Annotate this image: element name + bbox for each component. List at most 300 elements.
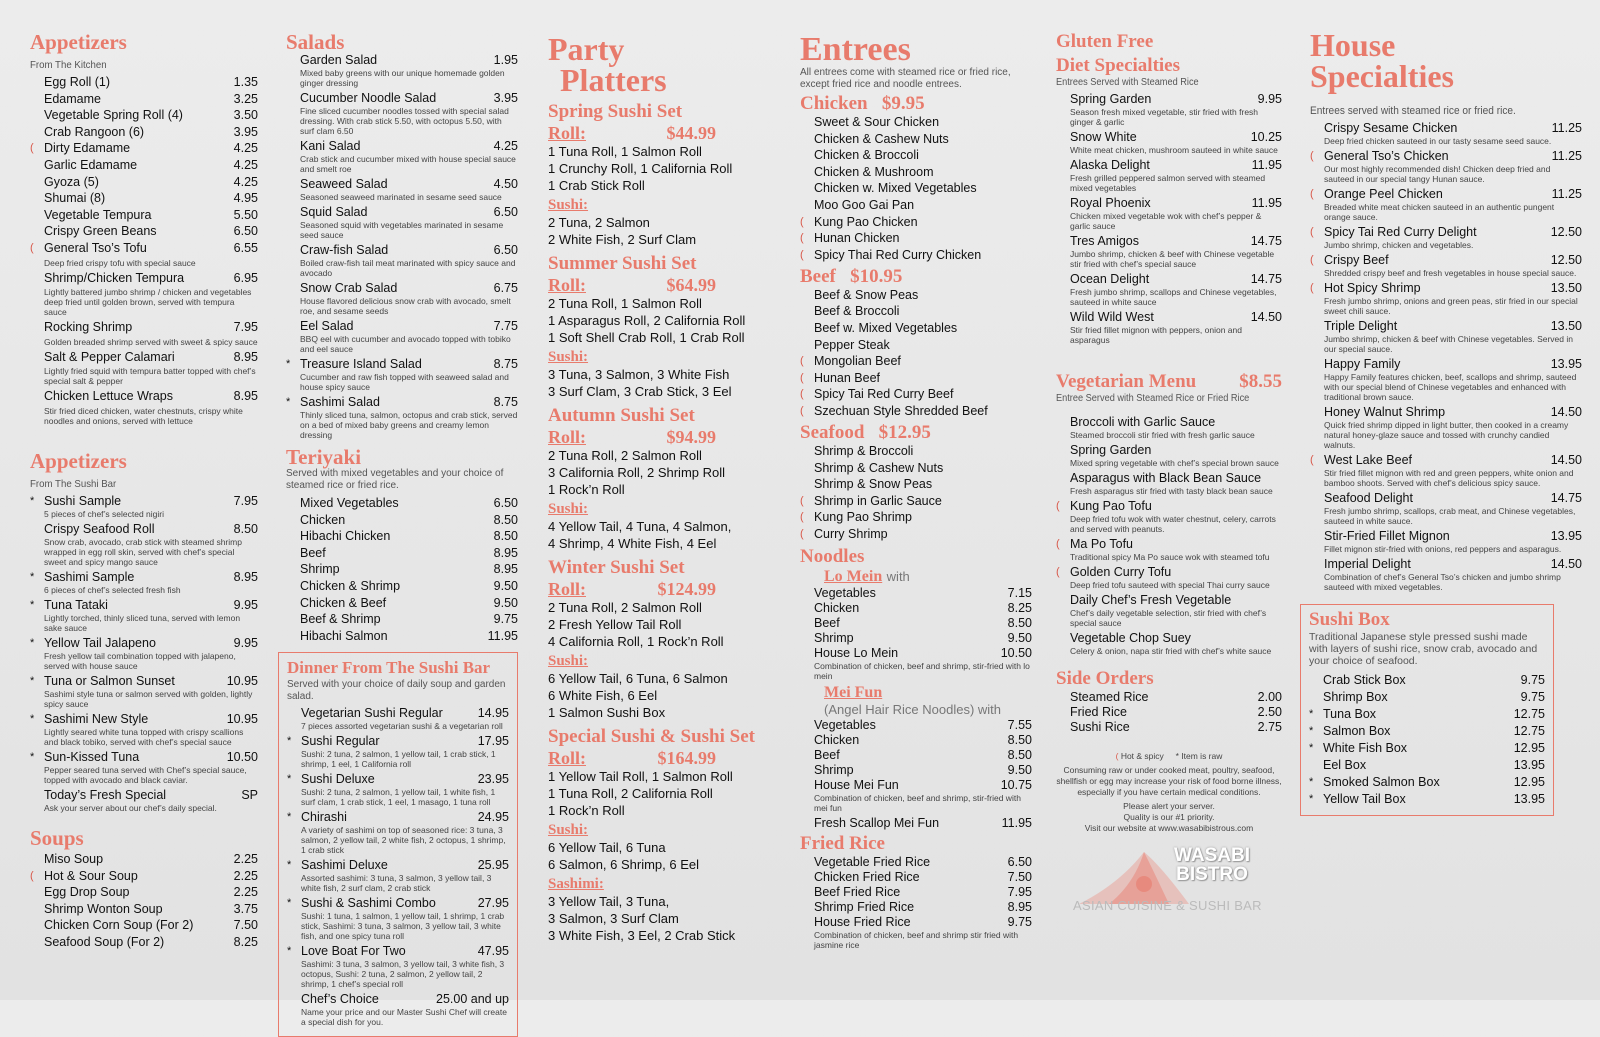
item-name: Tuna Tataki <box>44 597 108 612</box>
party-platters-title-line1: Party <box>548 31 625 67</box>
item-price: 9.50 <box>493 595 518 610</box>
hot-spicy-icon: ( <box>1310 226 1314 238</box>
item-name: Cucumber Noodle Salad <box>300 91 437 105</box>
item-name: Shrimp/Chicken Tempura <box>44 270 185 285</box>
platter-sushi-item: 6 Yellow Tail, 6 Tuna <box>548 840 666 855</box>
item-name: Ma Po Tofu <box>1070 537 1134 551</box>
alert-text: Please alert your server. <box>1123 801 1215 811</box>
item-price: 11.95 <box>1251 158 1282 172</box>
hot-spicy-icon: ( <box>800 371 804 384</box>
hot-spicy-icon: ( <box>1056 500 1060 512</box>
item-name: Crab Rangoon (6) <box>44 124 145 139</box>
hot-spicy-icon: ( <box>800 494 804 507</box>
menu-item <box>1310 121 1582 136</box>
item-description: 5 pieces of chef’s selected nigiri <box>44 508 165 519</box>
item-price: 10.50 <box>1000 645 1032 660</box>
menu-item <box>1309 758 1545 773</box>
item-name: Shrimp <box>814 762 854 777</box>
item-price: 14.75 <box>1250 234 1282 248</box>
hot-spicy-icon: ( <box>1310 454 1314 466</box>
menu-item <box>287 706 509 721</box>
item-description: Fresh jumbo shrimp, scallops, crab meat, and Chinese vegetables, sauteed in white sauce. <box>1324 506 1576 526</box>
menu-item <box>286 629 518 644</box>
item-name: Hibachi Salmon <box>300 628 388 643</box>
section-title-dinner: Dinner From The Sushi Bar <box>287 657 491 677</box>
item-name: Spicy Tai Red Curry Beef <box>814 387 954 402</box>
item-price: 8.95 <box>233 389 258 404</box>
item-name: Love Boat For Two <box>301 943 406 958</box>
menu-item <box>800 885 1032 900</box>
item-name: Beef & Broccoli <box>814 304 900 319</box>
item-name: Beef <box>300 545 326 560</box>
item-name: Hot Spicy Shrimp <box>1324 281 1421 295</box>
item-name: Beef w. Mixed Vegetables <box>814 320 958 335</box>
section-title-teriyaki: Teriyaki <box>286 445 362 469</box>
menu-item <box>800 198 1032 213</box>
entrees-subtitle: All entrees come with steamed rice or fried rice, except fried rice and noodle entrees. <box>800 67 1011 90</box>
item-description: Mixed baby greens with our unique homemade golden ginger dressing <box>300 68 505 88</box>
platter-roll-item: 2 Tuna Roll, 2 Salmon Roll <box>548 448 702 463</box>
item-description: Snow crab, avocado, crab stick with steamed shrimp wrapped in egg roll skin, served with chef’s special sweet and spicy mango sauce <box>44 536 242 567</box>
item-name: Chicken <box>814 600 860 615</box>
section-title-appetizers-sushi: Appetizers <box>30 448 127 473</box>
item-price: 13.95 <box>1513 792 1545 806</box>
sushi-label: Sushi: <box>548 349 589 365</box>
item-description: Sushi: 2 tuna, 2 salmon, 1 yellow tail, 1 white fish, 1 surf clam, 1 crab stick, 1 eel, 1 masago, 1 tuna roll <box>301 786 496 807</box>
item-name: Sweet & Sour Chicken <box>814 115 940 129</box>
item-price: 8.50 <box>493 529 518 544</box>
column-entrees <box>800 0 1032 1000</box>
item-name: Mongolian Beef <box>814 354 901 369</box>
menu-item <box>30 224 258 239</box>
menu-item <box>1310 225 1582 240</box>
hot-spicy-icon: ( <box>800 511 804 524</box>
item-name: Salt & Pepper Calamari <box>44 349 175 364</box>
menu-item <box>1310 357 1582 372</box>
item-price: 14.95 <box>477 705 509 720</box>
item-description: Seasoned seaweed marinated in sesame seed sauce <box>300 192 502 202</box>
item-price: 14.75 <box>1250 272 1282 286</box>
menu-item <box>800 631 1032 646</box>
item-description: Thinly sliced tuna, salmon, octopus and crab stick, served on a bed of mixed baby greens and creamy lemon dressing <box>300 410 518 440</box>
item-price: 4.25 <box>493 139 518 153</box>
menu-item <box>800 181 1032 196</box>
item-price: 7.50 <box>1007 869 1032 884</box>
item-name: Shrimp Fried Rice <box>814 899 915 914</box>
item-name: Chef’s Choice <box>301 991 379 1006</box>
side-orders-title: Side Orders <box>1056 668 1154 689</box>
item-description: Lightly battered jumbo shrimp / chicken and vegetables deep fried until golden brown, served with tempura sauce <box>44 287 252 318</box>
sushi-label: Sushi: <box>548 822 589 838</box>
item-price: 14.50 <box>1550 405 1582 419</box>
menu-item <box>1310 253 1582 268</box>
item-name: Today’s Fresh Special <box>44 787 167 802</box>
platter-sushi-item: 4 Yellow Tail, 4 Tuna, 4 Salmon, <box>548 519 732 534</box>
item-description: Combination of chicken, beef and shrimp stir fried with jasmine rice <box>814 929 1019 950</box>
item-price: 3.75 <box>233 901 258 916</box>
menu-item <box>30 191 258 206</box>
menu-item <box>1056 631 1282 646</box>
item-name: Chicken Corn Soup (For 2) <box>44 918 194 933</box>
item-price: 11.25 <box>1551 121 1582 135</box>
item-price: 17.95 <box>477 733 509 748</box>
item-price: 8.50 <box>493 512 518 527</box>
item-price: 8.25 <box>233 934 258 949</box>
platter-set-title: Special Sushi & Sushi Set <box>548 726 755 747</box>
section-title-noodles: Noodles <box>800 545 865 567</box>
menu-item <box>30 158 258 173</box>
item-name: Beef Fried Rice <box>814 884 901 899</box>
item-name: Smoked Salmon Box <box>1323 775 1440 789</box>
item-description: Shredded crispy beef and fresh vegetables in house special sauce. <box>1324 268 1577 278</box>
menu-item <box>800 165 1032 180</box>
section-title-seafood: Seafood $12.95 <box>800 421 931 443</box>
item-name: Moo Goo Gai Pan <box>814 197 915 212</box>
menu-item <box>30 389 258 404</box>
item-name: Rocking Shrimp <box>44 320 133 335</box>
menu-item <box>30 141 258 156</box>
sushi-box-title: Sushi Box <box>1309 609 1390 630</box>
sushi-label: Sushi: <box>548 653 589 669</box>
item-name: Beef <box>814 747 840 762</box>
platter-sushi-item: 4 Shrimp, 4 White Fish, 4 Eel <box>548 536 717 551</box>
menu-item <box>30 208 258 223</box>
hot-spicy-icon: ( <box>800 215 804 228</box>
item-description: Fresh jumbo shrimp, scallops and Chinese vegetables, sauteed in white sauce <box>1070 287 1277 307</box>
item-description: Sushi: 2 tuna, 2 salmon, 1 yellow tail, 1 crab stick, 1 shrimp, 1 eel, 1 California roll <box>301 748 496 769</box>
menu-item <box>286 612 518 627</box>
item-description: Jumbo shrimp, chicken & beef with Chinese vegetable stir fried with chef’s special sauce <box>1070 249 1275 269</box>
item-description: Deep fried chicken sauteed in our tasty sesame seed sauce. <box>1324 136 1552 146</box>
item-description: Combination of chef’s General Tso’s chicken and jumbo shrimp sauteed with mixed vegetables. <box>1324 572 1561 592</box>
menu-item <box>800 778 1032 793</box>
platter-roll-item: 1 Crab Stick Roll <box>548 178 645 193</box>
item-name: Fresh Scallop Mei Fun <box>814 815 940 830</box>
item-description: Jumbo shrimp, chicken & beef with Chinese vegetables. Served in our special sauce. <box>1324 334 1573 354</box>
item-price: 13.95 <box>1550 529 1582 543</box>
item-name: Chicken Lettuce Wraps <box>44 389 173 404</box>
menu-item <box>1309 707 1545 722</box>
item-price: 2.75 <box>1257 720 1282 734</box>
roll-label: Roll: <box>548 579 586 599</box>
item-description: Boiled craw-fish tail meat marinated with spicy sauce and avocado <box>300 258 516 278</box>
menu-item <box>286 579 518 594</box>
item-price: 8.95 <box>493 545 518 560</box>
menu-item <box>800 816 1032 831</box>
menu-item <box>30 75 258 90</box>
menu-item <box>800 338 1032 353</box>
item-price: 3.50 <box>233 108 258 123</box>
menu-item <box>30 271 258 286</box>
item-list <box>30 852 258 950</box>
item-description: White meat chicken, mushroom sauteed in white sauce <box>1070 145 1278 155</box>
item-price: 8.50 <box>1007 747 1032 762</box>
raw-item-icon: * <box>1309 776 1314 788</box>
item-list <box>800 444 1032 542</box>
section-title-fried-rice: Fried Rice <box>800 832 885 854</box>
item-name: Edamame <box>44 91 101 106</box>
platter-price: $124.99 <box>657 579 716 599</box>
item-name: House Fried Rice <box>814 914 911 929</box>
item-description: Jumbo shrimp, chicken and vegetables. <box>1324 240 1474 250</box>
menu-item <box>1056 158 1282 173</box>
item-name: Hot & Sour Soup <box>44 868 138 883</box>
menu-item <box>286 243 518 258</box>
dinner-sushi-bar-box <box>278 652 518 1037</box>
menu-item <box>1309 741 1545 756</box>
menu-item <box>286 357 518 372</box>
raw-item-icon: * <box>286 358 291 370</box>
item-price: 12.50 <box>1550 253 1582 267</box>
menu-item <box>800 718 1032 733</box>
column-salads-teriyaki <box>286 0 518 1027</box>
platter-set-title: Summer Sushi Set <box>548 253 697 274</box>
menu-item <box>30 935 258 950</box>
menu-item <box>1056 720 1282 735</box>
platter-sushi-item: 6 Salmon, 6 Shrimp, 6 Eel <box>548 857 700 872</box>
item-price: 6.95 <box>233 270 258 285</box>
item-name: White Fish Box <box>1323 741 1408 755</box>
item-price: 4.95 <box>233 191 258 206</box>
item-name: Ocean Delight <box>1070 272 1150 286</box>
raw-item-icon: * <box>287 734 292 747</box>
item-price: 7.75 <box>493 319 518 333</box>
menu-item <box>30 350 258 365</box>
item-name: Eel Salad <box>300 319 354 333</box>
item-name: Pepper Steak <box>814 337 890 352</box>
item-price: 1.95 <box>493 53 518 67</box>
menu-item <box>800 288 1032 303</box>
disclaimer: Consuming raw or under cooked meat, poultry, seafood, shellfish or egg may increase your risk of food borne illness, especially if you have certain medical conditions. <box>1056 765 1282 797</box>
item-name: Crispy Seafood Roll <box>44 521 155 536</box>
menu-item <box>286 596 518 611</box>
item-name: Sushi Sample <box>44 493 122 508</box>
lo-mein-heading: Lo Mein with <box>824 567 910 585</box>
item-description: Sashimi: 3 tuna, 3 salmon, 3 yellow tail, 3 white fish, 3 octopus, Sushi: 2 tuna, 2 salmon, 2 yellow tail, 2 shrimp, 1 chef’s special roll <box>301 958 505 989</box>
section-subtitle: Served with mixed vegetables and your choice of steamed rice or fried rice. <box>286 468 504 491</box>
menu-item <box>30 869 258 884</box>
item-name: Snow White <box>1070 130 1137 144</box>
platter-price: $94.99 <box>666 427 716 447</box>
platter-roll-line <box>548 275 716 295</box>
menu-item <box>1309 792 1545 807</box>
column-gluten-free-vegetarian <box>1056 0 1282 1000</box>
sushi-label: Sushi: <box>548 501 589 517</box>
menu-item <box>1310 149 1582 164</box>
mei-fun-heading: Mei Fun <box>824 683 883 701</box>
item-price: 12.95 <box>1513 775 1545 789</box>
item-name: Spring Garden <box>1070 443 1152 457</box>
item-name: Mixed Vegetables <box>300 496 399 510</box>
item-name: Vegetable Spring Roll (4) <box>44 108 183 123</box>
menu-item <box>800 855 1032 870</box>
legend-and-notes <box>1056 751 1282 834</box>
platter-sashimi-item: 3 White Fish, 3 Eel, 2 Crab Stick <box>548 928 736 943</box>
item-description: 6 pieces of chef’s selected fresh fish <box>44 584 181 595</box>
menu-item <box>800 477 1032 492</box>
platter-roll-item: 1 Tuna Roll, 2 California Roll <box>548 786 713 801</box>
sushi-label: Sushi: <box>548 197 589 213</box>
item-price: 27.95 <box>477 895 509 910</box>
item-name: Fried Rice <box>1070 705 1127 719</box>
menu-item <box>800 387 1032 402</box>
item-name: Alaska Delight <box>1070 158 1150 172</box>
item-name: Steamed Rice <box>1070 690 1149 704</box>
item-price: 13.50 <box>1550 319 1582 333</box>
item-price: 8.95 <box>233 349 258 364</box>
item-price: 11.95 <box>1001 815 1032 830</box>
hot-spicy-icon: ( <box>800 232 804 245</box>
item-price: 3.25 <box>233 91 258 106</box>
menu-item <box>1056 130 1282 145</box>
menu-item <box>1056 705 1282 720</box>
menu-item <box>1056 471 1282 486</box>
menu-item <box>800 248 1032 263</box>
raw-item-icon: * <box>287 858 292 871</box>
item-description: Ask your server about our chef’s daily special. <box>44 802 217 813</box>
item-price: 8.50 <box>233 521 258 536</box>
item-price: 4.50 <box>493 177 518 191</box>
roll-label: Roll: <box>548 123 586 143</box>
item-description: Happy Family features chicken, beef, scallops and shrimp, sauteed with our special blend of Chinese vegetables and enhanced with traditional brown sauce. <box>1324 372 1577 402</box>
menu-item <box>1310 281 1582 296</box>
item-description: Crab stick and cucumber mixed with house special sauce and smelt roe <box>300 154 516 174</box>
item-name: Vegetable Chop Suey <box>1070 631 1191 645</box>
menu-item <box>800 115 1032 130</box>
item-price: 6.50 <box>1007 854 1032 869</box>
menu-item <box>800 494 1032 509</box>
item-name: House Lo Mein <box>814 645 899 660</box>
item-name: Triple Delight <box>1324 319 1398 333</box>
item-description: Fresh asparagus stir fried with tasty black bean sauce <box>1070 486 1273 496</box>
item-price: 9.75 <box>493 612 518 627</box>
item-name: Sashimi Salad <box>300 395 380 409</box>
item-price: 13.95 <box>1550 357 1582 371</box>
sashimi-label: Sashimi: <box>548 876 604 892</box>
menu-item <box>286 205 518 220</box>
menu-item <box>30 712 258 727</box>
entrees-title: Entrees <box>800 31 911 68</box>
quality-text: Quality is our #1 priority. <box>1123 812 1215 822</box>
item-price: 12.75 <box>1513 724 1545 738</box>
item-name: Beef <box>814 615 840 630</box>
item-list <box>1056 690 1282 735</box>
item-name: Garden Salad <box>300 53 378 67</box>
hot-spicy-icon: ( <box>30 869 34 882</box>
item-description: Our most highly recommended dish! Chicken deep fried and sauteed in our special tangy Hunan sauce. <box>1324 164 1551 184</box>
item-description: Fine sliced cucumber noodles tossed with special salad dressing. With crab stick 5.50, with octopus 5.50, with surf clam 6.50 <box>300 106 509 136</box>
item-description: Sashimi style tuna or salmon served with golden, lightly spicy sauce <box>44 688 253 709</box>
menu-item <box>1310 453 1582 468</box>
item-name: Chicken Fried Rice <box>814 869 920 884</box>
menu-item <box>800 616 1032 631</box>
platter-sushi-item: 3 Tuna, 3 Salmon, 3 White Fish <box>548 367 730 382</box>
item-name: Honey Walnut Shrimp <box>1324 405 1446 419</box>
section-title-chicken: Chicken $9.95 <box>800 93 925 114</box>
item-price: 11.95 <box>487 628 518 643</box>
item-list <box>286 53 518 440</box>
party-platters-title-line2: Platters <box>560 62 667 98</box>
item-name: Hibachi Chicken <box>300 529 391 544</box>
hot-spicy-icon: ( <box>1310 282 1314 294</box>
item-description: Deep fried tofu sauteed with special Thai curry sauce <box>1070 580 1270 590</box>
hot-spicy-icon: ( <box>30 142 34 155</box>
item-name: Miso Soup <box>44 851 104 866</box>
house-specialties-title-line2: Specialties <box>1310 58 1454 94</box>
item-price: 8.75 <box>493 395 518 409</box>
menu-item <box>1056 234 1282 249</box>
gluten-free-subtitle: Entrees Served with Steamed Rice <box>1056 77 1199 88</box>
menu-item <box>30 522 258 537</box>
mei-fun-note: (Angel Hair Rice Noodles) with <box>824 701 1002 717</box>
item-price: 8.95 <box>1007 899 1032 914</box>
item-price: 47.95 <box>477 943 509 958</box>
item-name: Egg Roll (1) <box>44 75 110 89</box>
item-description: Lightly torched, thinly sliced tuna, served with lemon sake sauce <box>44 612 241 633</box>
item-name: Crispy Green Beans <box>44 224 157 239</box>
item-name: Eel Box <box>1323 758 1367 772</box>
hot-spicy-icon: ( <box>800 248 804 261</box>
item-price: 13.50 <box>1550 281 1582 295</box>
item-price: 9.50 <box>493 578 518 593</box>
item-name: Daily Chef’s Fresh Vegetable <box>1070 593 1232 607</box>
item-name: Spring Garden <box>1070 92 1152 106</box>
menu-item <box>30 636 258 651</box>
item-name: Kung Pao Tofu <box>1070 499 1152 513</box>
item-price: 7.15 <box>1007 585 1032 600</box>
platter-sashimi-item: 3 Yellow Tail, 3 Tuna, <box>548 894 670 909</box>
item-name: Chicken & Mushroom <box>814 164 934 179</box>
menu-item <box>30 320 258 335</box>
item-name: Vegetables <box>814 717 876 732</box>
item-description: Combination of chicken, beef and shrimp, stir-fried with mei fun <box>814 792 1021 813</box>
item-name: Stir-Fried Fillet Mignon <box>1324 529 1450 543</box>
item-price: 4.25 <box>233 174 258 189</box>
menu-item <box>800 215 1032 230</box>
item-name: Shrimp <box>814 630 854 645</box>
item-name: Broccoli with Garlic Sauce <box>1070 415 1216 429</box>
section-subtitle: From The Sushi Bar <box>30 477 117 490</box>
platter-roll-item: 4 California Roll, 1 Rock’n Roll <box>548 634 724 649</box>
platter-roll-line <box>548 748 716 768</box>
raw-item-icon: * <box>30 636 35 649</box>
item-name: Kung Pao Shrimp <box>814 510 912 525</box>
raw-item-icon: * <box>30 570 35 583</box>
item-price: 10.95 <box>226 673 258 688</box>
menu-item <box>800 304 1032 319</box>
menu-item <box>30 92 258 107</box>
item-name: Beef & Shrimp <box>300 612 381 627</box>
section-subtitle: Served with your choice of daily soup and garden salad. <box>287 678 506 702</box>
item-name: Spicy Thai Red Curry Chicken <box>814 247 982 262</box>
menu-item <box>30 175 258 190</box>
section-subtitle: From The Kitchen <box>30 59 107 71</box>
item-list <box>30 494 258 813</box>
item-description: Deep fried crispy tofu with special sauce <box>44 257 196 268</box>
platter-sushi-item: 2 White Fish, 2 Surf Clam <box>548 232 697 247</box>
legend: ( Hot & spicy * Item is raw <box>1115 751 1223 761</box>
item-description: Fresh jumbo shrimp, onions and green peas, stir fried in our special sweet chili sauce. <box>1324 296 1578 316</box>
item-price: 6.50 <box>493 205 518 219</box>
item-name: General Tso’s Tofu <box>44 240 147 255</box>
item-name: Salmon Box <box>1323 724 1391 738</box>
platter-roll-item: 1 Yellow Tail Roll, 1 Salmon Roll <box>548 769 733 784</box>
item-price: 7.55 <box>1007 717 1032 732</box>
item-description: A variety of sashimi on top of seasoned rice: 3 tuna, 3 salmon, 2 yellow tail, 2 white fish, 2 octopus, 1 shrimp, 1 crab stick <box>301 824 506 855</box>
section-title-soups: Soups <box>30 825 84 850</box>
item-name: Kung Pao Chicken <box>814 214 918 229</box>
roll-label: Roll: <box>548 748 586 768</box>
